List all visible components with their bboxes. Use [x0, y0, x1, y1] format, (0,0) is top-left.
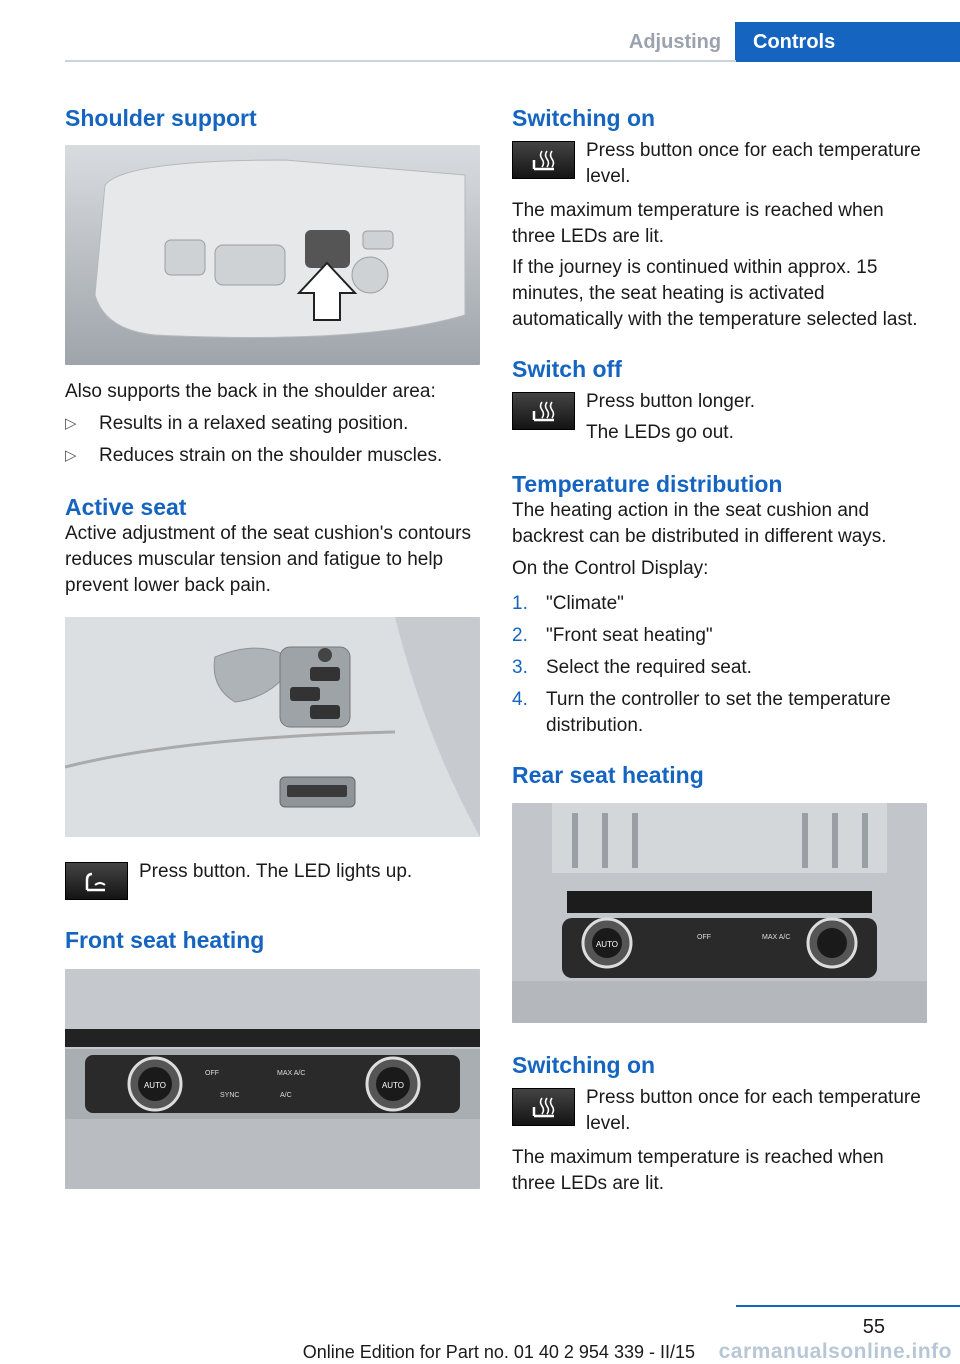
off-label: OFF [205, 1070, 219, 1077]
switching-on-row [512, 138, 927, 190]
header-tabs [615, 22, 960, 62]
temperature-distribution-heading: Temperature distribution [512, 471, 783, 497]
triangle-bullet-icon: ▷ [65, 447, 77, 464]
shoulder-support-heading: Shoulder support [65, 105, 257, 131]
list-text: Turn the controller to set the temperature distribution. [546, 689, 891, 736]
seat-heating-icon [512, 141, 575, 179]
watermark: carmanualsonline.info [718, 1340, 952, 1363]
active-seat-photo [65, 617, 480, 837]
list-text: "Climate" [546, 593, 624, 614]
rear-auto-label: AUTO [595, 940, 619, 949]
switch-off-line1: Press button longer. [586, 391, 755, 412]
page-number: 55 [862, 1316, 885, 1338]
auto-label-right: AUTO [381, 1081, 405, 1090]
rear-off-label: OFF [697, 934, 711, 941]
list-text: Select the required seat. [546, 657, 752, 678]
footer-rule [736, 1305, 960, 1307]
left-column [65, 95, 480, 1189]
seat-heating-icon [512, 1088, 575, 1126]
rear-max-ac-label: MAX A/C [762, 934, 791, 941]
tab-controls[interactable]: Controls [735, 22, 960, 62]
triangle-bullet-icon: ▷ [65, 415, 77, 432]
tab-adjusting[interactable]: Adjusting [628, 30, 722, 53]
switching-on-heading: Switching on [512, 105, 656, 131]
switch-off-row [512, 389, 927, 446]
list-number: 4. [512, 689, 528, 710]
list-text: "Front seat heating" [546, 625, 713, 646]
max-temp-text: The maximum temperature is reached when three LEDs are lit. [512, 200, 884, 247]
header-rule [65, 60, 736, 62]
active-seat-heading: Active seat [65, 494, 187, 520]
list-number: 2. [512, 625, 528, 646]
ac-label: A/C [280, 1092, 292, 1099]
switch-off-line2: The LEDs go out. [586, 422, 734, 443]
auto-label-left: AUTO [143, 1081, 167, 1090]
front-climate-panel-photo [65, 969, 480, 1189]
edition-text: Online Edition for Part no. 01 40 2 954 339 - II/15 [302, 1342, 695, 1362]
shoulder-support-photo [65, 145, 480, 365]
list-item [512, 591, 927, 617]
rear-switching-on-text: Press button once for each temperature level. [586, 1087, 921, 1134]
switching-on-text: Press button once for each temperature level. [586, 140, 921, 187]
journey-text: If the journey is continued within approx. 15 minutes, the seat heating is activated automatically with the temperature selected last. [512, 257, 918, 330]
list-number: 3. [512, 657, 528, 678]
front-seat-heating-heading: Front seat heating [65, 927, 265, 953]
rear-switching-on-row [512, 1085, 927, 1137]
list-item [512, 687, 927, 739]
list-item [512, 623, 927, 649]
bullet-text: Reduces strain on the shoulder muscles. [99, 445, 443, 466]
bullet-text: Results in a relaxed seating position. [99, 413, 409, 434]
rear-max-temp-text: The maximum temperature is reached when three LEDs are lit. [512, 1147, 884, 1194]
active-seat-text: Active adjustment of the seat cushion's contours reduces muscular tension and fatigue to help prevent lower back pain. [65, 523, 472, 596]
control-display-text: On the Control Display: [512, 558, 709, 579]
switch-off-heading: Switch off [512, 356, 622, 382]
seat-heating-icon [512, 392, 575, 430]
sync-label: SYNC [220, 1092, 240, 1099]
distribution-text: The heating action in the seat cushion and backrest can be distributed in different ways. [512, 500, 887, 547]
shoulder-support-intro: Also supports the back in the shoulder area: [65, 381, 436, 402]
rear-switching-on-heading: Switching on [512, 1052, 656, 1078]
list-item [512, 655, 927, 681]
active-seat-button-text: Press button. The LED lights up. [139, 861, 413, 882]
bullet-item [65, 443, 480, 469]
right-column [512, 95, 927, 1197]
rear-seat-heating-heading: Rear seat heating [512, 762, 704, 788]
rear-climate-panel-photo [512, 803, 927, 1023]
list-number: 1. [512, 593, 528, 614]
active-seat-button-row [65, 859, 480, 900]
max-ac-label: MAX A/C [277, 1070, 306, 1077]
bullet-item [65, 411, 480, 437]
active-seat-icon [65, 862, 128, 900]
